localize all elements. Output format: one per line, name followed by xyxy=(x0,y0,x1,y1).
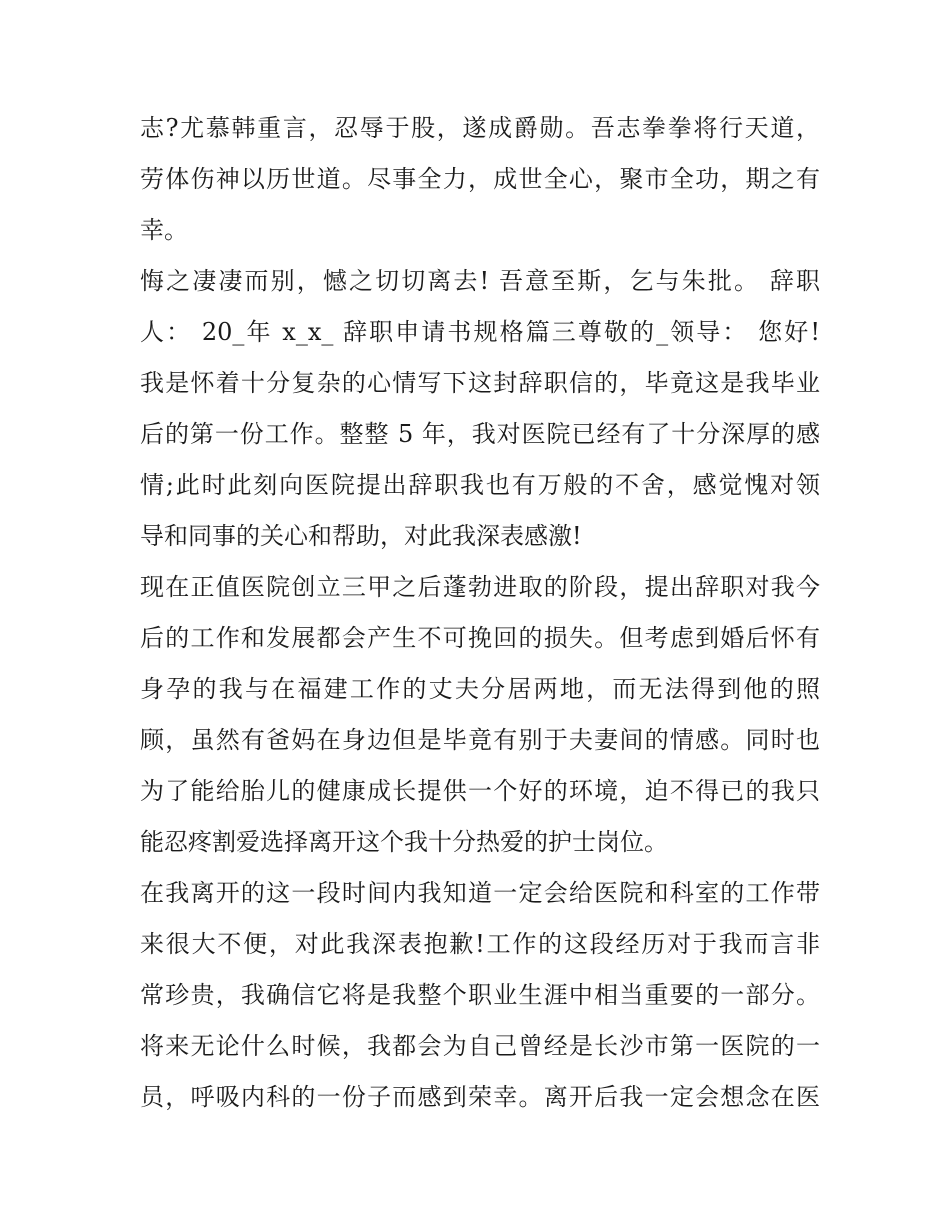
text-line: 能忍疼割爱选择离开这个我十分热爱的护士岗位。 xyxy=(140,828,668,856)
text-line: 后的第一份工作。整整 5 年，我对医院已经有了十分深厚的感 xyxy=(140,420,820,448)
text-line: 来很大不便，对此我深表抱歉!工作的这段经历对于我而言非 xyxy=(140,930,820,958)
resignation-letter-text xyxy=(140,103,820,1123)
text-line: 顾，虽然有爸妈在身边但是毕竟有别于夫妻间的情感。同时也 xyxy=(140,726,820,754)
text-line: 幸。 xyxy=(140,216,188,244)
text-line: 为了能给胎儿的健康成长提供一个好的环境，迫不得已的我只 xyxy=(140,777,820,805)
text-line: 导和同事的关心和帮助，对此我深表感激! xyxy=(140,522,582,550)
text-line: 在我离开的这一段时间内我知道一定会给医院和科室的工作带 xyxy=(140,879,820,907)
text-line: 现在正值医院创立三甲之后蓬勃进取的阶段，提出辞职对我今 xyxy=(140,573,820,601)
text-line: 身孕的我与在福建工作的丈夫分居两地，而无法得到他的照 xyxy=(140,675,820,703)
text-line: 劳体伤神以历世道。尽事全力，成世全心，聚市全功，期之有 xyxy=(140,165,820,193)
text-line: 人： 20_年 x_x_ 辞职申请书规格篇三尊敬的_领导： 您好! xyxy=(140,318,820,346)
text-line: 我是怀着十分复杂的心情写下这封辞职信的，毕竟这是我毕业 xyxy=(140,369,820,397)
text-line: 员，呼吸内科的一份子而感到荣幸。离开后我一定会想念在医 xyxy=(140,1083,820,1111)
text-line: 将来无论什么时候，我都会为自己曾经是长沙市第一医院的一 xyxy=(140,1032,820,1060)
text-line: 悔之凄凄而别，憾之切切离去! 吾意至斯，乞与朱批。 辞职 xyxy=(140,267,820,295)
text-line: 志?尤慕韩重言，忍辱于股，遂成爵勋。吾志拳拳将行天道， xyxy=(140,114,820,142)
text-line: 情;此时此刻向医院提出辞职我也有万般的不舍，感觉愧对领 xyxy=(140,471,820,499)
text-line: 后的工作和发展都会产生不可挽回的损失。但考虑到婚后怀有 xyxy=(140,624,820,652)
text-line: 常珍贵，我确信它将是我整个职业生涯中相当重要的一部分。 xyxy=(140,981,820,1009)
